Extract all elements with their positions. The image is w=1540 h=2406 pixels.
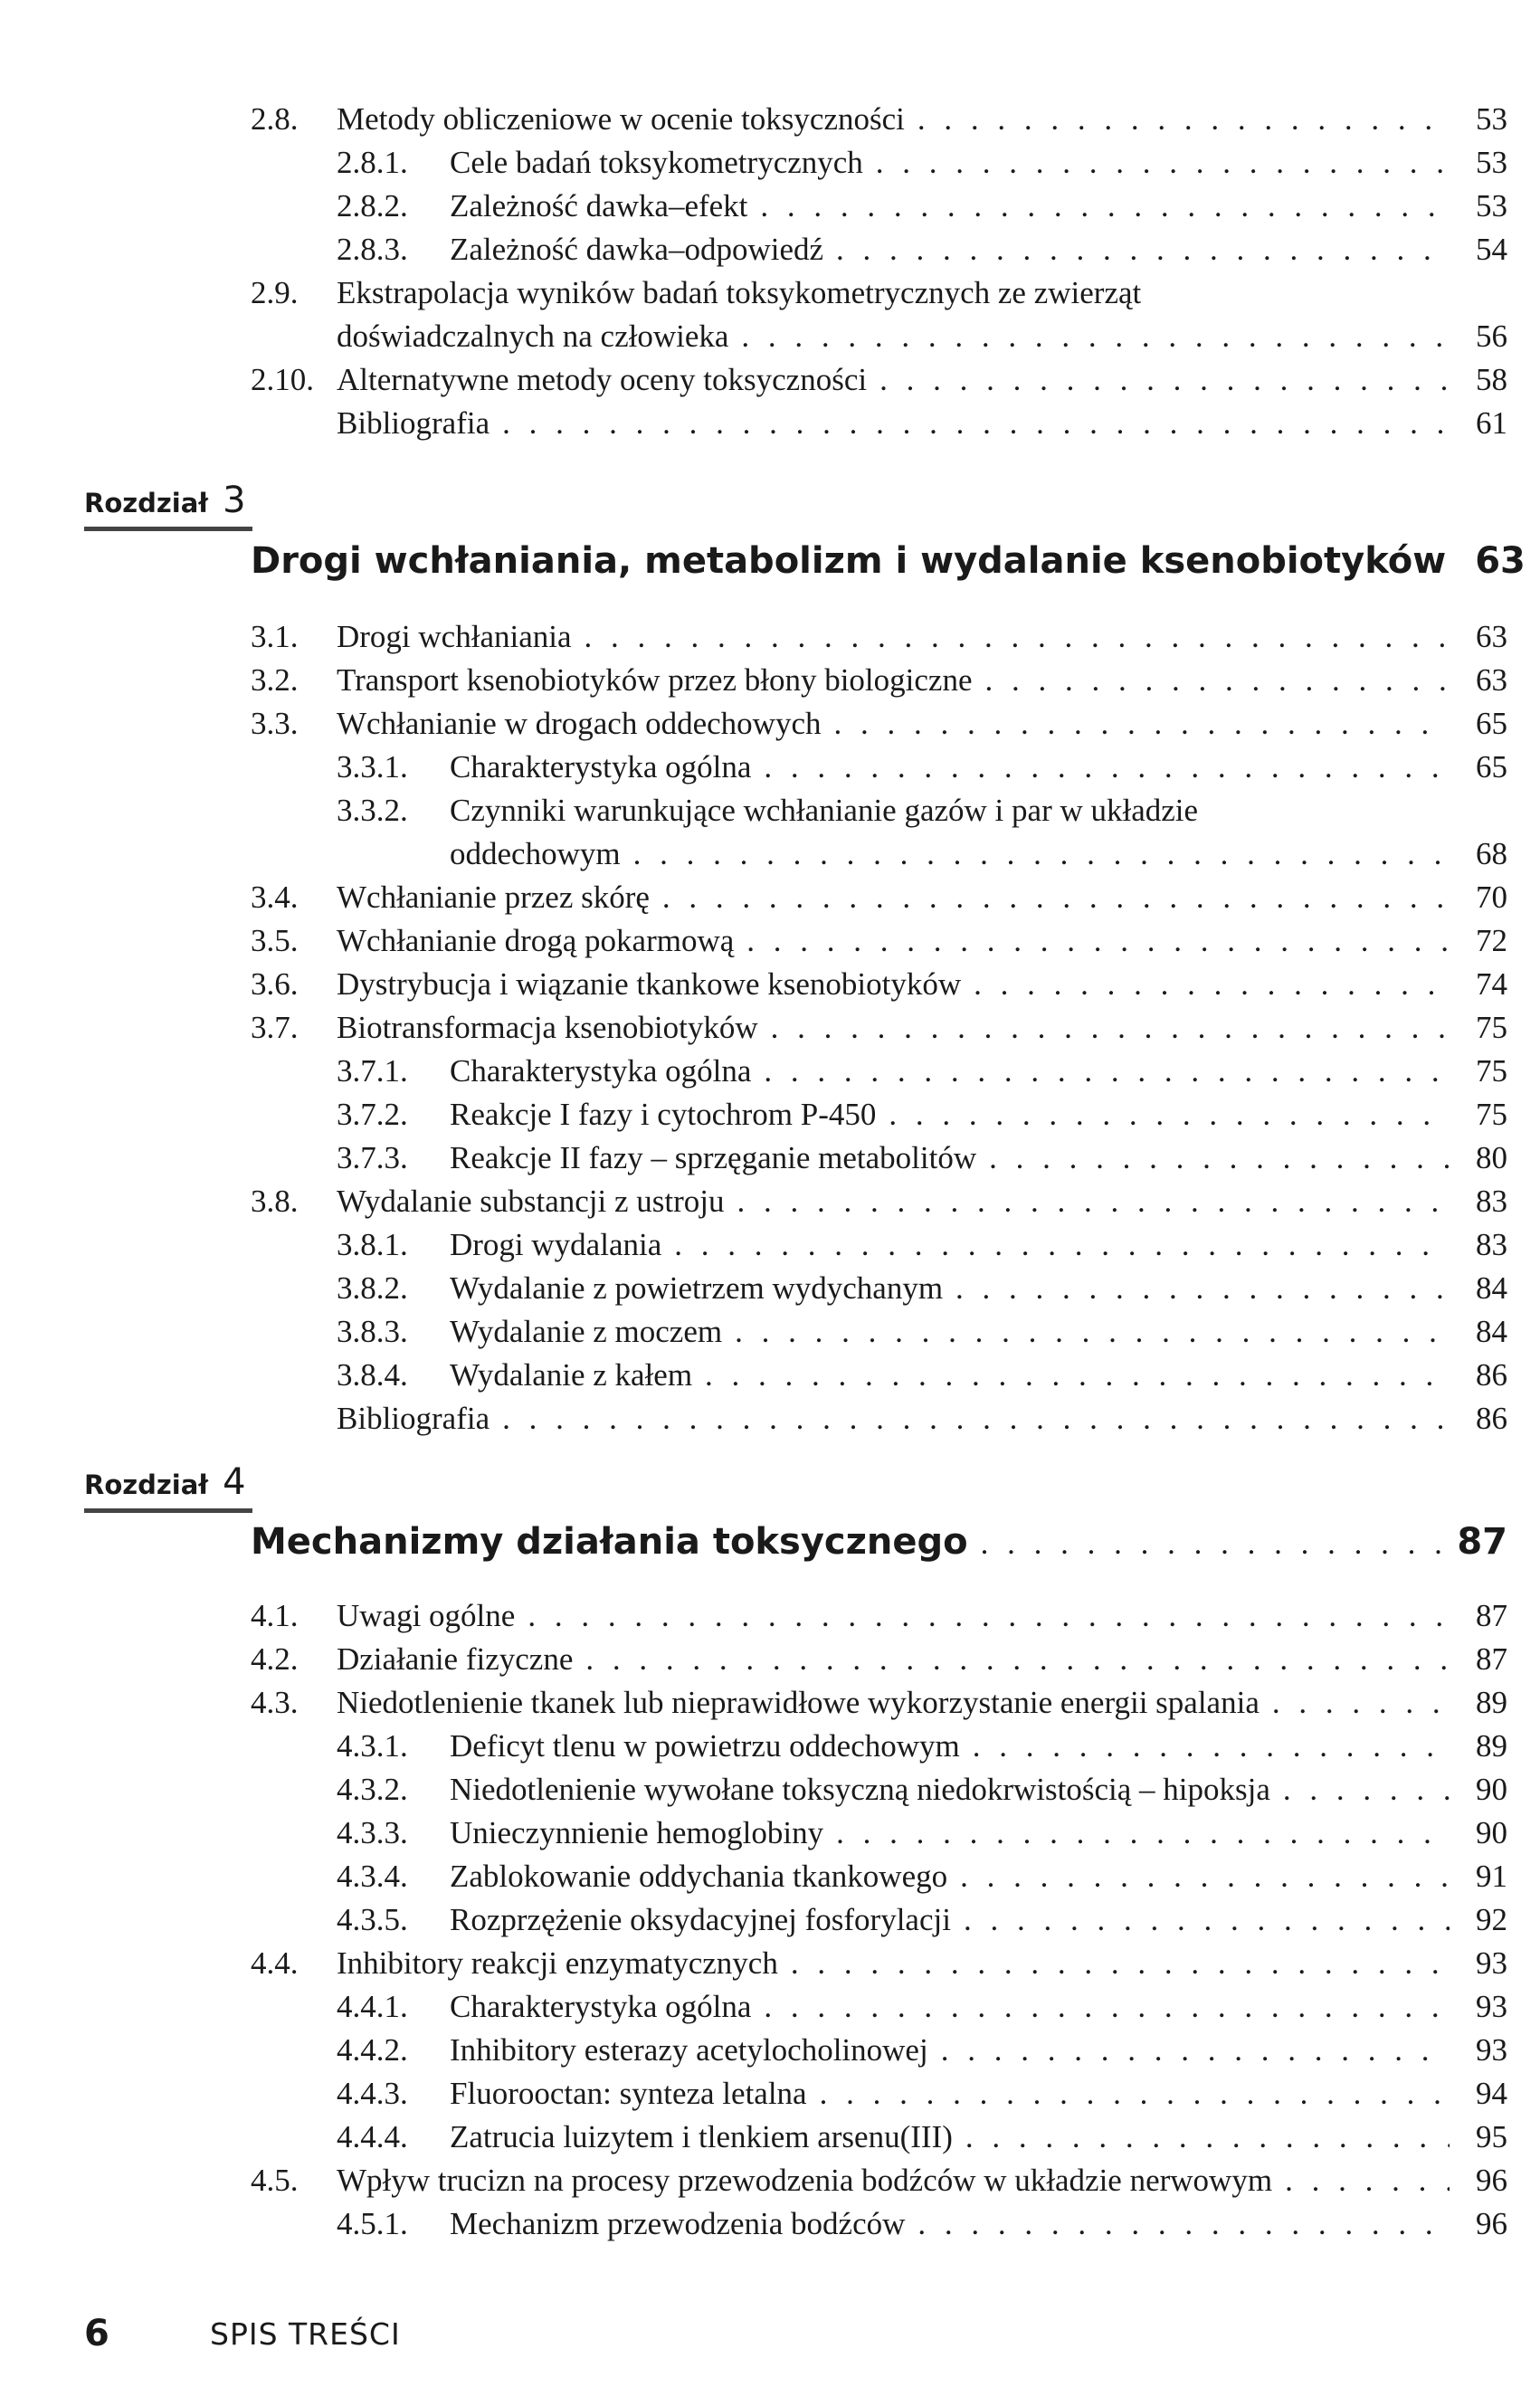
leader-dots — [889, 1093, 1450, 1136]
entry-page: 84 — [1476, 1314, 1507, 1349]
entry-page: 75 — [1476, 1010, 1507, 1045]
entry-title: Działanie fizyczne — [337, 1641, 574, 1677]
leader-dots — [917, 98, 1450, 141]
entry-title: Inhibitory reakcji enzymatycznych — [337, 1945, 778, 1981]
entry-page: 72 — [1476, 923, 1507, 958]
entry-title: Charakterystyka ogólna — [450, 1989, 752, 2024]
entry-number: 3.8. — [251, 1184, 299, 1219]
entry-leader — [337, 1638, 1450, 1681]
leader-dots — [585, 615, 1450, 659]
entry-title: Wydalanie z kałem — [450, 1357, 693, 1393]
entry-page: 94 — [1476, 2076, 1507, 2111]
toc-entry — [0, 746, 1540, 789]
entry-leader — [450, 2029, 1450, 2072]
entry-title: Rozprzężenie oksydacyjnej fosforylacji — [450, 1902, 951, 1937]
toc-entry — [0, 2072, 1540, 2116]
entry-title: Zablokowanie oddychania tkankowego — [450, 1859, 948, 1894]
entry-page: 83 — [1476, 1227, 1507, 1262]
entry-page: 90 — [1476, 1815, 1507, 1850]
toc-entry — [0, 659, 1540, 702]
entry-page: 89 — [1476, 1728, 1507, 1764]
chapter-label-text: Rozdział — [84, 1469, 209, 1500]
entry-title: Wpływ trucizn na procesy przewodzenia bodźców w układzie nerwowym — [337, 2163, 1273, 2198]
toc-entry — [0, 185, 1540, 228]
toc-entry — [0, 1136, 1540, 1180]
entry-page: 83 — [1476, 1184, 1507, 1219]
toc-entry — [0, 1050, 1540, 1093]
entry-title: Dystrybucja i wiązanie tkankowe ksenobiotyków — [337, 966, 962, 1002]
toc-entry — [0, 1638, 1540, 1681]
entry-number: 4.4.4. — [337, 2119, 408, 2154]
leader-dots — [737, 1180, 1450, 1223]
entry-leader — [337, 702, 1450, 746]
entry-number: 4.2. — [251, 1641, 299, 1677]
leader-dots — [741, 315, 1450, 358]
entry-leader — [450, 185, 1450, 228]
leader-dots — [965, 2116, 1450, 2159]
entry-number: 4.5.1. — [337, 2206, 408, 2241]
entry-leader — [337, 2159, 1450, 2202]
entry-number: 2.8.2. — [337, 188, 408, 223]
entry-page: 87 — [1476, 1641, 1507, 1677]
entry-title: Czynniki warunkujące wchłanianie gazów i par w układzie — [450, 793, 1199, 828]
entry-number: 3.7. — [251, 1010, 299, 1045]
entry-leader — [450, 1812, 1450, 1855]
entry-leader — [450, 1725, 1450, 1768]
entry-number: 4.3.3. — [337, 1815, 408, 1850]
leader-dots — [836, 1812, 1450, 1855]
leader-dots — [989, 1136, 1450, 1180]
toc-entry — [0, 1985, 1540, 2029]
leader-dots — [764, 746, 1450, 789]
entry-leader — [450, 1050, 1450, 1093]
entry-page: 56 — [1476, 319, 1507, 354]
entry-number: 4.4.2. — [337, 2032, 408, 2068]
leader-dots — [836, 228, 1450, 271]
entry-number: 3.8.4. — [337, 1357, 408, 1393]
entry-page: 63 — [1476, 619, 1507, 654]
footer-running-title: SPIS TREŚCI — [210, 2316, 401, 2352]
entry-leader — [450, 1898, 1450, 1942]
toc-entry — [0, 1594, 1540, 1638]
entry-page: 80 — [1476, 1140, 1507, 1175]
leader-dots — [502, 1397, 1450, 1441]
toc-entry — [0, 876, 1540, 919]
entry-title-continuation: doświadczalnych na człowieka — [337, 319, 729, 354]
leader-dots — [662, 876, 1450, 919]
entry-number: 3.5. — [251, 923, 299, 958]
entry-number: 3.3.2. — [337, 793, 408, 828]
entry-title: Transport ksenobiotyków przez błony biologiczne — [337, 662, 973, 698]
toc-chapter-4-entries — [0, 1594, 1540, 2246]
entry-number: 3.7.1. — [337, 1053, 408, 1089]
leader-dots — [833, 702, 1450, 746]
chapter-title-row — [251, 1513, 1507, 1571]
entry-number: 2.8. — [251, 101, 299, 137]
entry-leader — [337, 315, 1450, 358]
entry-leader — [337, 1942, 1450, 1985]
entry-title: Inhibitory esterazy acetylocholinowej — [450, 2032, 928, 2068]
entry-number: 3.4. — [251, 880, 299, 915]
entry-title: Unieczynnienie hemoglobiny — [450, 1815, 824, 1850]
footer-page-number: 6 — [84, 2313, 109, 2354]
chapter-label-text: Rozdział — [84, 488, 209, 518]
entry-page: 53 — [1476, 188, 1507, 223]
entry-title: Drogi wydalania — [450, 1227, 662, 1262]
entry-page: 70 — [1476, 880, 1507, 915]
entry-leader — [337, 1681, 1450, 1725]
entry-leader — [450, 1136, 1450, 1180]
chapter-title: Mechanizmy działania toksycznego — [251, 1521, 968, 1563]
toc-entry — [0, 1223, 1540, 1267]
entry-leader — [337, 615, 1450, 659]
toc-entry — [0, 1768, 1540, 1812]
entry-title: Zatrucia luizytem i tlenkiem arsenu(III) — [450, 2119, 953, 2154]
entry-title: Biotransformacja ksenobiotyków — [337, 1010, 758, 1045]
entry-page: 86 — [1476, 1357, 1507, 1393]
toc-entry — [0, 1397, 1540, 1441]
entry-leader — [337, 963, 1450, 1006]
entry-title: Uwagi ogólne — [337, 1598, 516, 1633]
chapter-page: 63 — [1475, 540, 1526, 582]
toc-entry — [0, 2116, 1540, 2159]
entry-title: Charakterystyka ogólna — [450, 1053, 752, 1089]
entry-number: 3.1. — [251, 619, 299, 654]
entry-leader — [450, 1855, 1450, 1898]
chapter-number: 4 — [223, 1461, 246, 1503]
entry-leader — [337, 919, 1450, 963]
leader-dots — [735, 1310, 1450, 1354]
toc-entry — [0, 963, 1540, 1006]
entry-page: 87 — [1476, 1598, 1507, 1633]
entry-number: 2.8.3. — [337, 232, 408, 267]
entry-page: 86 — [1476, 1401, 1507, 1436]
entry-page: 96 — [1476, 2163, 1507, 2198]
entry-page: 75 — [1476, 1053, 1507, 1089]
leader-dots — [502, 402, 1450, 445]
entry-title: Ekstrapolacja wyników badań toksykometrycznych ze zwierząt — [337, 275, 1142, 310]
leader-dots — [973, 1725, 1450, 1768]
entry-title: Bibliografia — [337, 405, 490, 441]
chapter-label — [84, 1461, 246, 1503]
entry-page: 93 — [1476, 1945, 1507, 1981]
toc-entry — [0, 702, 1540, 746]
entry-page: 90 — [1476, 1772, 1507, 1807]
entry-number: 3.3.1. — [337, 749, 408, 785]
toc-entry — [0, 141, 1540, 185]
leader-dots — [764, 1985, 1450, 2029]
entry-number: 3.8.3. — [337, 1314, 408, 1349]
entry-title: Reakcje II fazy – sprzęganie metabolitów — [450, 1140, 977, 1175]
entry-number: 2.10. — [251, 362, 314, 397]
leader-dots — [771, 1006, 1450, 1050]
entry-number: 4.3. — [251, 1685, 299, 1720]
leader-dots — [791, 1942, 1450, 1985]
entry-leader — [450, 228, 1450, 271]
entry-leader — [450, 1267, 1450, 1310]
entry-number: 4.3.1. — [337, 1728, 408, 1764]
entry-page: 65 — [1476, 706, 1507, 741]
entry-leader — [337, 1397, 1450, 1441]
entry-title: Metody obliczeniowe w ocenie toksyczności — [337, 101, 905, 137]
entry-title: Wydalanie substancji z ustroju — [337, 1184, 725, 1219]
toc-entry — [0, 1898, 1540, 1942]
leader-dots — [955, 1267, 1450, 1310]
chapter-page: 87 — [1457, 1521, 1507, 1563]
entry-title: Zależność dawka–odpowiedź — [450, 232, 824, 267]
leader-dots — [984, 659, 1450, 702]
entry-leader — [450, 1310, 1450, 1354]
toc-entry — [0, 1812, 1540, 1855]
entry-page: 54 — [1476, 232, 1507, 267]
entry-leader — [450, 1093, 1450, 1136]
entry-leader — [450, 746, 1450, 789]
leader-dots — [974, 963, 1450, 1006]
entry-number: 4.4.1. — [337, 1989, 408, 2024]
entry-title: Charakterystyka ogólna — [450, 749, 752, 785]
leader-dots — [879, 358, 1450, 402]
leader-dots — [528, 1594, 1450, 1638]
leader-dots — [1285, 2159, 1450, 2202]
leader-dots — [585, 1638, 1450, 1681]
entry-leader — [450, 1985, 1450, 2029]
entry-number: 3.3. — [251, 706, 299, 741]
entry-title: Reakcje I fazy i cytochrom P-450 — [450, 1097, 877, 1132]
entry-page: 74 — [1476, 966, 1507, 1002]
entry-number: 4.3.2. — [337, 1772, 408, 1807]
toc-entry — [0, 1310, 1540, 1354]
entry-title: Zależność dawka–efekt — [450, 188, 748, 223]
entry-page: 68 — [1476, 836, 1507, 871]
entry-leader — [450, 2116, 1450, 2159]
entry-page: 75 — [1476, 1097, 1507, 1132]
entry-number: 4.3.4. — [337, 1859, 408, 1894]
toc-entry — [0, 2202, 1540, 2246]
toc-entry-continuation — [0, 315, 1540, 358]
chapter-label — [84, 480, 246, 521]
entry-leader — [450, 141, 1450, 185]
entry-leader — [337, 98, 1450, 141]
toc-entry — [0, 271, 1540, 315]
entry-title: Fluorooctan: synteza letalna — [450, 2076, 807, 2111]
toc-entry — [0, 358, 1540, 402]
entry-leader — [450, 1354, 1450, 1397]
entry-leader — [450, 2072, 1450, 2116]
leader-dots — [1272, 1681, 1450, 1725]
entry-leader — [337, 402, 1450, 445]
leader-dots — [876, 141, 1450, 185]
entry-title: Niedotlenienie wywołane toksyczną niedokrwistością – hipoksja — [450, 1772, 1270, 1807]
toc-chapter-3-entries — [0, 615, 1540, 1441]
entry-page: 92 — [1476, 1902, 1507, 1937]
entry-title: Deficyt tlenu w powietrzu oddechowym — [450, 1728, 960, 1764]
leader-dots — [705, 1354, 1450, 1397]
entry-leader — [450, 1768, 1450, 1812]
entry-number: 3.8.1. — [337, 1227, 408, 1262]
entry-title: Wchłanianie w drogach oddechowych — [337, 706, 822, 741]
entry-page: 58 — [1476, 362, 1507, 397]
entry-leader — [450, 2202, 1450, 2246]
chapter-rule — [84, 1508, 252, 1513]
chapter-rule — [84, 527, 252, 531]
toc-entry — [0, 1267, 1540, 1310]
leader-dots — [760, 185, 1450, 228]
toc-entry — [0, 615, 1540, 659]
entry-title-continuation: oddechowym — [450, 836, 621, 871]
entry-page: 63 — [1476, 662, 1507, 698]
toc-entry — [0, 919, 1540, 963]
leader-dots — [917, 2202, 1450, 2246]
leader-dots — [960, 1855, 1450, 1898]
leader-dots — [764, 1050, 1450, 1093]
entry-page: 61 — [1476, 405, 1507, 441]
entry-leader — [450, 1223, 1450, 1267]
toc-entry — [0, 1942, 1540, 1985]
toc-entry — [0, 1855, 1540, 1898]
entry-number: 4.1. — [251, 1598, 299, 1633]
toc-section-2-continued — [0, 98, 1540, 445]
entry-page: 53 — [1476, 101, 1507, 137]
entry-leader — [337, 876, 1450, 919]
toc-entry — [0, 1681, 1540, 1725]
entry-page: 89 — [1476, 1685, 1507, 1720]
entry-page: 96 — [1476, 2206, 1507, 2241]
toc-entry — [0, 98, 1540, 141]
entry-number: 4.4. — [251, 1945, 299, 1981]
entry-title: Wchłanianie drogą pokarmową — [337, 923, 735, 958]
entry-title: Drogi wchłaniania — [337, 619, 572, 654]
entry-page: 95 — [1476, 2119, 1507, 2154]
entry-page: 93 — [1476, 2032, 1507, 2068]
entry-number: 2.9. — [251, 275, 299, 310]
leader-dots — [633, 832, 1450, 876]
entry-number: 4.3.5. — [337, 1902, 408, 1937]
entry-page: 93 — [1476, 1989, 1507, 2024]
leader-dots — [674, 1223, 1450, 1267]
entry-page: 65 — [1476, 749, 1507, 785]
entry-title: Niedotlenienie tkanek lub nieprawidłowe wykorzystanie energii spalania — [337, 1685, 1260, 1720]
toc-entry — [0, 1093, 1540, 1136]
entry-page: 53 — [1476, 145, 1507, 180]
entry-number: 3.7.2. — [337, 1097, 408, 1132]
chapter-title: Drogi wchłaniania, metabolizm i wydalanie ksenobiotyków — [251, 540, 1447, 582]
entry-number: 4.4.3. — [337, 2076, 408, 2111]
entry-title: Alternatywne metody oceny toksyczności — [337, 362, 868, 397]
entry-leader — [337, 1006, 1450, 1050]
toc-entry — [0, 789, 1540, 832]
toc-entry — [0, 228, 1540, 271]
entry-number: 3.2. — [251, 662, 299, 698]
leader-dots — [981, 1515, 1441, 1573]
leader-dots — [941, 2029, 1450, 2072]
entry-page: 84 — [1476, 1270, 1507, 1306]
leader-dots — [746, 919, 1450, 963]
entry-title: Bibliografia — [337, 1401, 490, 1436]
chapter-number: 3 — [223, 480, 246, 521]
entry-number: 3.8.2. — [337, 1270, 408, 1306]
entry-title: Wchłanianie przez skórę — [337, 880, 650, 915]
toc-entry — [0, 1006, 1540, 1050]
entry-leader — [337, 1594, 1450, 1638]
toc-entry — [0, 2029, 1540, 2072]
toc-entry — [0, 1354, 1540, 1397]
leader-dots — [1283, 1768, 1450, 1812]
entry-leader — [337, 1180, 1450, 1223]
entry-page: 91 — [1476, 1859, 1507, 1894]
toc-entry — [0, 2159, 1540, 2202]
toc-entry — [0, 402, 1540, 445]
entry-leader — [450, 832, 1450, 876]
toc-entry — [0, 1180, 1540, 1223]
entry-title: Mechanizm przewodzenia bodźców — [450, 2206, 906, 2241]
toc-entry-continuation — [0, 832, 1540, 876]
entry-title: Wydalanie z powietrzem wydychanym — [450, 1270, 944, 1306]
entry-number: 2.8.1. — [337, 145, 408, 180]
entry-number: 3.6. — [251, 966, 299, 1002]
chapter-title-row — [251, 532, 1526, 590]
leader-dots — [964, 1898, 1450, 1942]
entry-number: 3.7.3. — [337, 1140, 408, 1175]
entry-leader — [337, 358, 1450, 402]
entry-leader — [337, 659, 1450, 702]
entry-title: Cele badań toksykometrycznych — [450, 145, 863, 180]
entry-number: 4.5. — [251, 2163, 299, 2198]
leader-dots — [820, 2072, 1450, 2116]
toc-entry — [0, 1725, 1540, 1768]
entry-title: Wydalanie z moczem — [450, 1314, 723, 1349]
